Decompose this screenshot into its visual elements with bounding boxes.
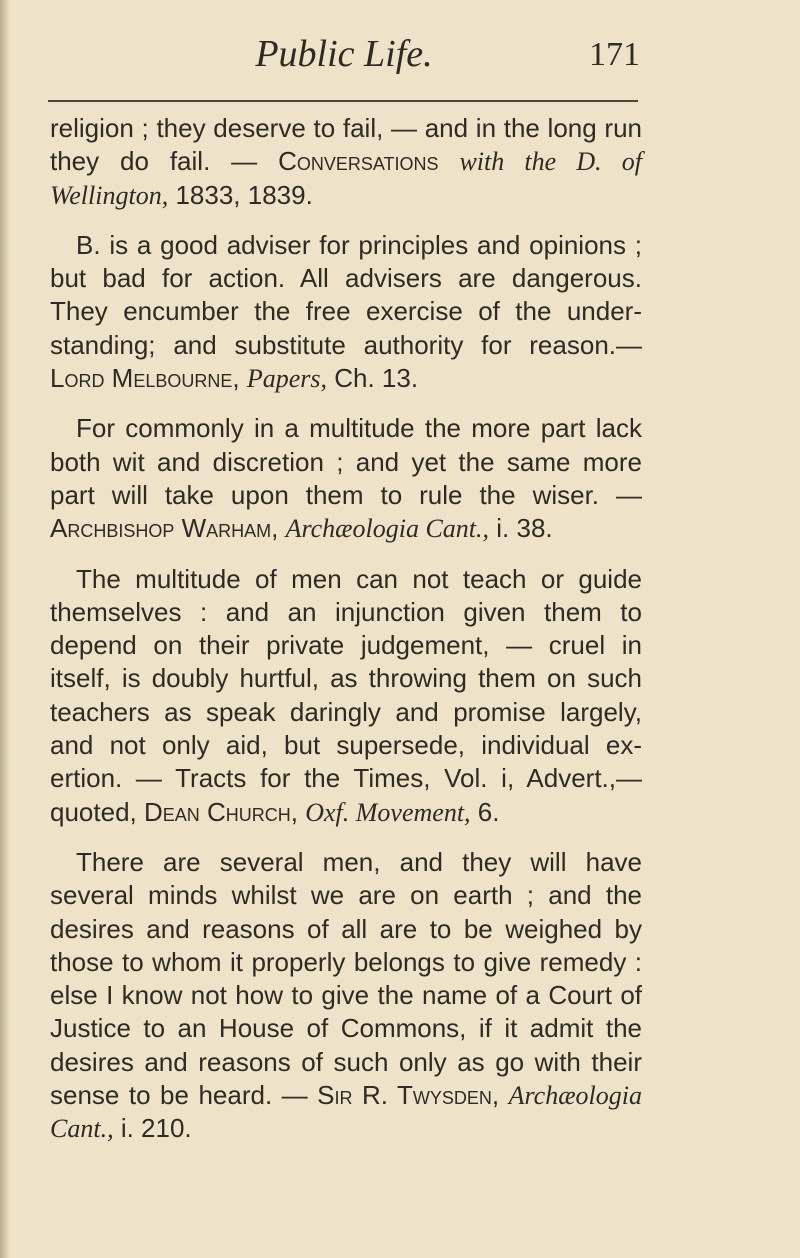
book-spine-shadow [0, 0, 10, 1258]
quote-text: The multitude of men can not teach or guide themselves : and an injunction given them to depend on their private judgement, — cruel in itself, is doubly hurtful, as throwing them on such teachers as speak daringly and promise largely, and not only aid, but supersede, individual ex-ertion. — Tracts for the Times, Vol. i, Advert.,— quoted, [50, 563, 642, 827]
quote-text: For commonly in a multitude the more part lack both wit and discretion ; and yet the same more part will take upon them to rule the wiser. — [50, 413, 642, 510]
quote-source-title: Archæologia Cant., [285, 514, 490, 544]
quote-source-ref: i. 210. [120, 1113, 192, 1144]
quote-source-ref: 1833, 1839. [175, 179, 313, 210]
quote-author: Conversations [278, 146, 439, 177]
quote-source-title: with the D. of Wellington, [50, 147, 642, 210]
quote-source-ref: Ch. 13. [334, 363, 419, 394]
page-header [48, 24, 640, 84]
quote-text: B. is a good adviser for principles and opinions ; but bad for action. All advisers are dangerous. They encumber the free exercise of the under-standing; and substitute authority for reason.— [50, 229, 642, 360]
quote-source-ref: 6. [477, 796, 500, 827]
quote-text: There are several men, and they will have several minds whilst we are on earth ; and the desires and reasons of all are to be weighed by those to whom it properly belongs to give remedy : else I know not how to give the name of a Court of Justice to an House of Commons, if it admit the desires and reasons of such only as go with their sense to be heard. — [50, 846, 642, 1111]
quote-author: Sir R. Twysden, [317, 1080, 500, 1111]
quote-paragraph [50, 229, 642, 395]
quote-paragraph [50, 846, 642, 1146]
quote-paragraph [50, 112, 642, 212]
header-rule [48, 100, 638, 102]
quote-paragraph [50, 563, 642, 829]
quote-source-title: Papers, [246, 364, 327, 394]
quote-paragraph [50, 412, 642, 545]
page-body [50, 112, 642, 1163]
quote-source-title: Archæologia Cant., [50, 1081, 642, 1144]
quote-text: religion ; they deserve to fail, — and in the long run they do fail. — [50, 113, 642, 177]
quote-source-ref: i. 38. [496, 513, 553, 544]
running-title: Public Life. [255, 33, 433, 75]
quote-source-title: Oxf. Movement, [305, 797, 471, 827]
quote-author: Archbishop Warham, [50, 513, 279, 544]
page-number: 171 [589, 36, 640, 73]
quote-author: Lord Melbourne, [50, 363, 240, 394]
quote-author: Dean Church, [143, 796, 298, 827]
